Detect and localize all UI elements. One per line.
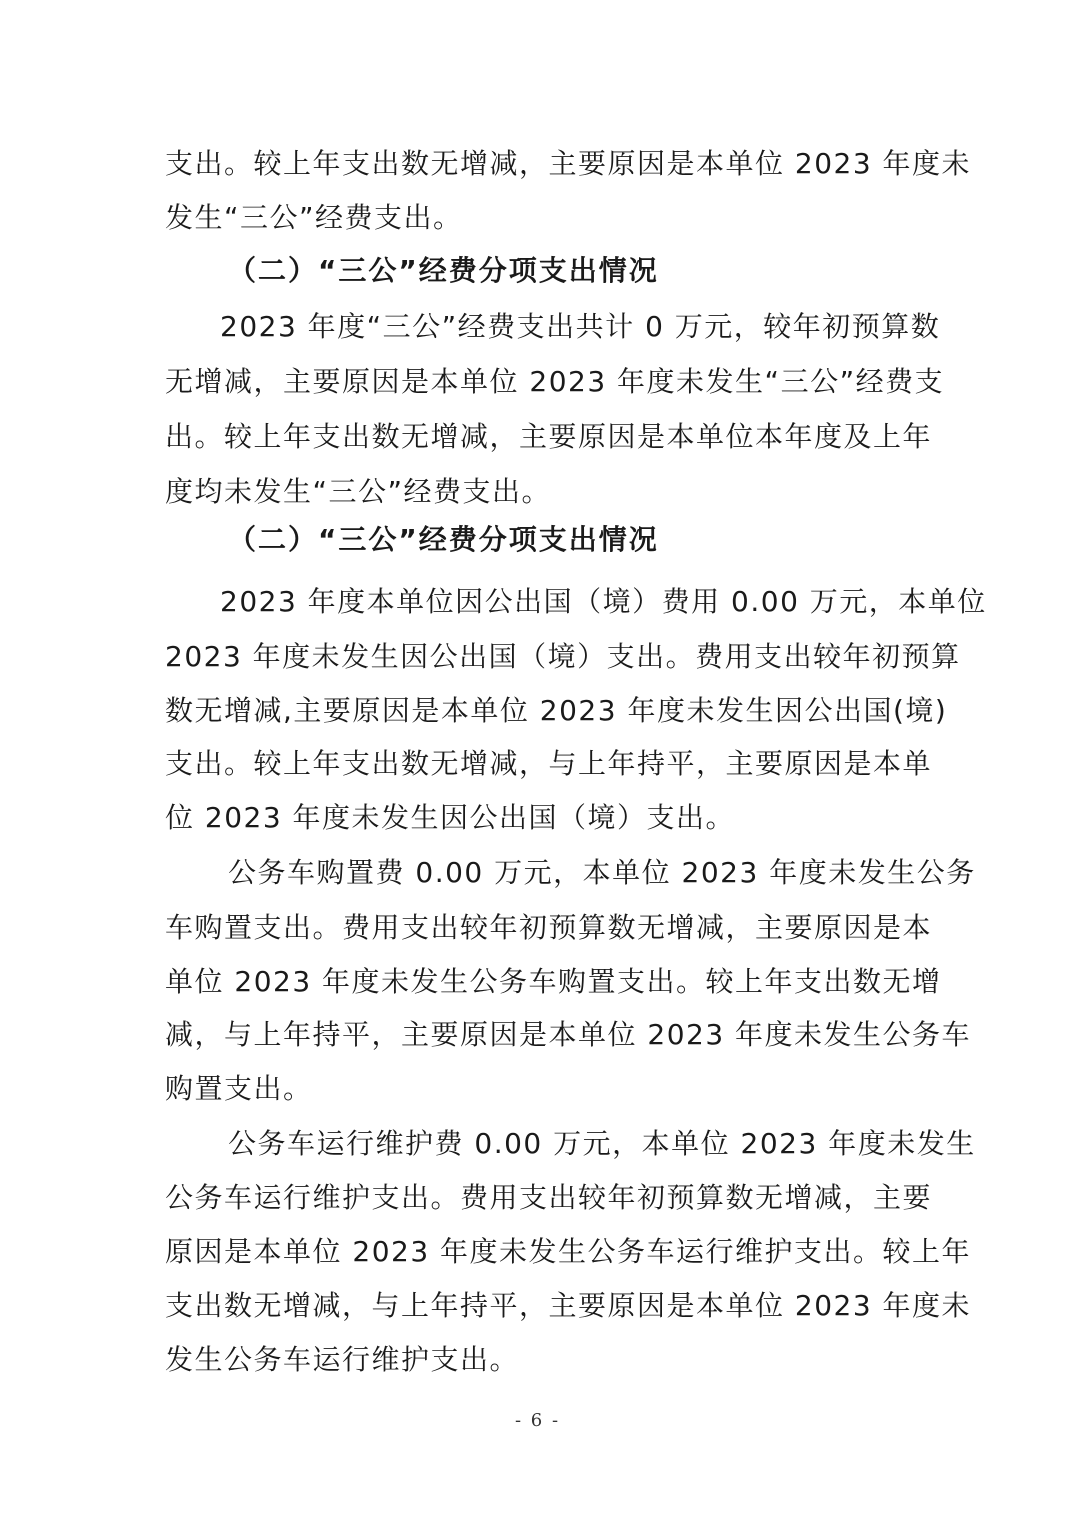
section-heading: （二）“三公”经费分项支出情况: [228, 523, 659, 556]
paragraph-line: 2023 年度未发生因公出国（境）支出。费用支出较年初预算: [165, 640, 961, 673]
paragraph-line: 位 2023 年度未发生因公出国（境）支出。: [165, 801, 736, 834]
paragraph-line: 原因是本单位 2023 年度未发生公务车运行维护支出。较上年: [165, 1235, 972, 1268]
paragraph-line: 单位 2023 年度未发生公务车购置支出。较上年支出数无增: [165, 965, 942, 998]
paragraph-line: 2023 年度“三公”经费支出共计 0 万元，较年初预算数: [220, 310, 941, 343]
section-heading: （二）“三公”经费分项支出情况: [228, 254, 659, 287]
paragraph-line: 支出。较上年支出数无增减，与上年持平，主要原因是本单: [165, 747, 933, 780]
paragraph-line: 支出数无增减，与上年持平，主要原因是本单位 2023 年度未: [165, 1289, 972, 1322]
paragraph-line: 出。较上年支出数无增减，主要原因是本单位本年度及上年: [165, 420, 933, 453]
page-number: - 6 -: [514, 1410, 561, 1431]
paragraph-line: 购置支出。: [165, 1072, 313, 1105]
paragraph-line: 公务车运行维护支出。费用支出较年初预算数无增减，主要: [165, 1181, 933, 1214]
paragraph-line: 无增减，主要原因是本单位 2023 年度未发生“三公”经费支: [165, 365, 945, 398]
paragraph-line: 数无增减,主要原因是本单位 2023 年度未发生因公出国(境): [165, 694, 948, 727]
paragraph-line: 减，与上年持平，主要原因是本单位 2023 年度未发生公务车: [165, 1018, 972, 1051]
paragraph-line: 公务车运行维护费 0.00 万元，本单位 2023 年度未发生: [228, 1127, 976, 1160]
paragraph-line: 支出。较上年支出数无增减，主要原因是本单位 2023 年度未: [165, 147, 972, 180]
paragraph-line: 发生公务车运行维护支出。: [165, 1343, 520, 1376]
paragraph-line: 度均未发生“三公”经费支出。: [165, 475, 552, 508]
paragraph-line: 2023 年度本单位因公出国（境）费用 0.00 万元，本单位: [220, 585, 987, 618]
paragraph-line: 车购置支出。费用支出较年初预算数无增减，主要原因是本: [165, 911, 933, 944]
paragraph-line: 发生“三公”经费支出。: [165, 201, 463, 234]
paragraph-line: 公务车购置费 0.00 万元，本单位 2023 年度未发生公务: [228, 856, 976, 889]
